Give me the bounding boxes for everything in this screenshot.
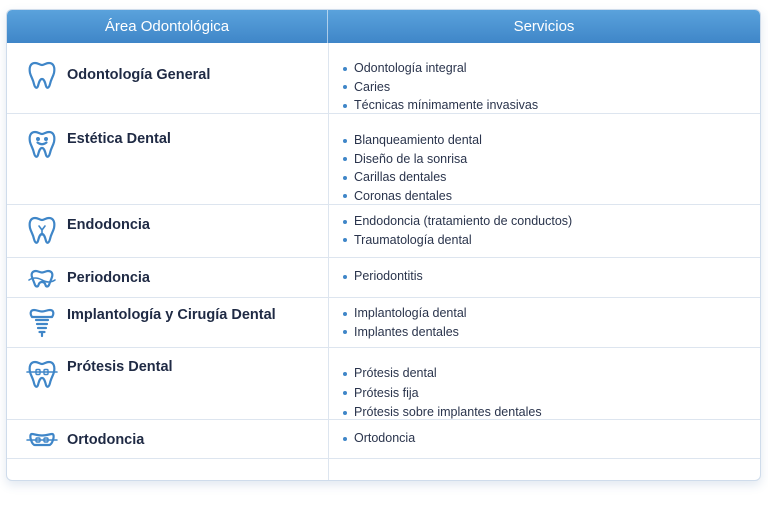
list-item: Técnicas mínimamente invasivas	[343, 96, 538, 115]
tooth-root-icon	[25, 213, 59, 247]
area-name: Ortodoncia	[67, 432, 145, 448]
list-item: Diseño de la sonrisa	[343, 150, 482, 169]
list-item: Odontología integral	[343, 59, 538, 78]
table-row	[7, 298, 760, 348]
list-item: Ortodoncia	[343, 429, 415, 448]
table-row	[7, 205, 760, 258]
list-item: Prótesis dental	[343, 364, 542, 384]
table-header	[7, 10, 760, 43]
list-item: Traumatología dental	[343, 231, 572, 250]
services-list	[343, 304, 467, 341]
services-list	[343, 429, 415, 448]
list-item: Implantología dental	[343, 304, 467, 323]
table-row	[7, 348, 760, 420]
list-item: Endodoncia (tratamiento de conductos)	[343, 212, 572, 231]
area-cell	[25, 357, 173, 391]
list-item: Caries	[343, 78, 538, 97]
list-item: Periodontitis	[343, 267, 423, 286]
smiling-tooth-icon	[25, 127, 59, 161]
area-name: Prótesis Dental	[67, 358, 173, 375]
area-cell	[25, 213, 150, 247]
table-row	[7, 420, 760, 459]
services-list	[343, 267, 423, 286]
list-item: Prótesis fija	[343, 384, 542, 404]
area-name: Endodoncia	[67, 217, 150, 233]
area-name: Odontología General	[67, 67, 211, 83]
services-list	[343, 212, 572, 249]
list-item: Carillas dentales	[343, 168, 482, 187]
header-services: Servicios	[513, 18, 575, 35]
area-name: Implantología y Cirugía Dental	[67, 307, 276, 323]
gum-tooth-icon	[25, 261, 59, 295]
area-cell	[25, 423, 144, 457]
services-list	[343, 364, 542, 423]
list-item: Blanqueamiento dental	[343, 131, 482, 150]
services-list	[343, 59, 538, 115]
area-cell	[25, 58, 210, 92]
services-list	[343, 131, 482, 205]
area-cell	[25, 127, 171, 161]
table-row-empty	[7, 459, 760, 481]
dental-implant-icon	[25, 306, 59, 340]
area-name: Estética Dental	[67, 131, 171, 147]
header-area: Área Odontológica	[7, 10, 328, 43]
area-cell	[25, 261, 150, 295]
list-item: Coronas dentales	[343, 187, 482, 206]
area-name: Periodoncia	[67, 270, 150, 286]
area-cell	[25, 306, 276, 340]
table-row	[7, 43, 760, 114]
list-item: Implantes dentales	[343, 323, 467, 342]
services-table	[6, 9, 761, 481]
prosthesis-tooth-icon	[25, 357, 59, 391]
table-row	[7, 114, 760, 205]
tooth-icon	[25, 58, 59, 92]
braces-icon	[25, 423, 59, 457]
table-row	[7, 258, 760, 298]
list-item: Prótesis sobre implantes dentales	[343, 403, 542, 423]
